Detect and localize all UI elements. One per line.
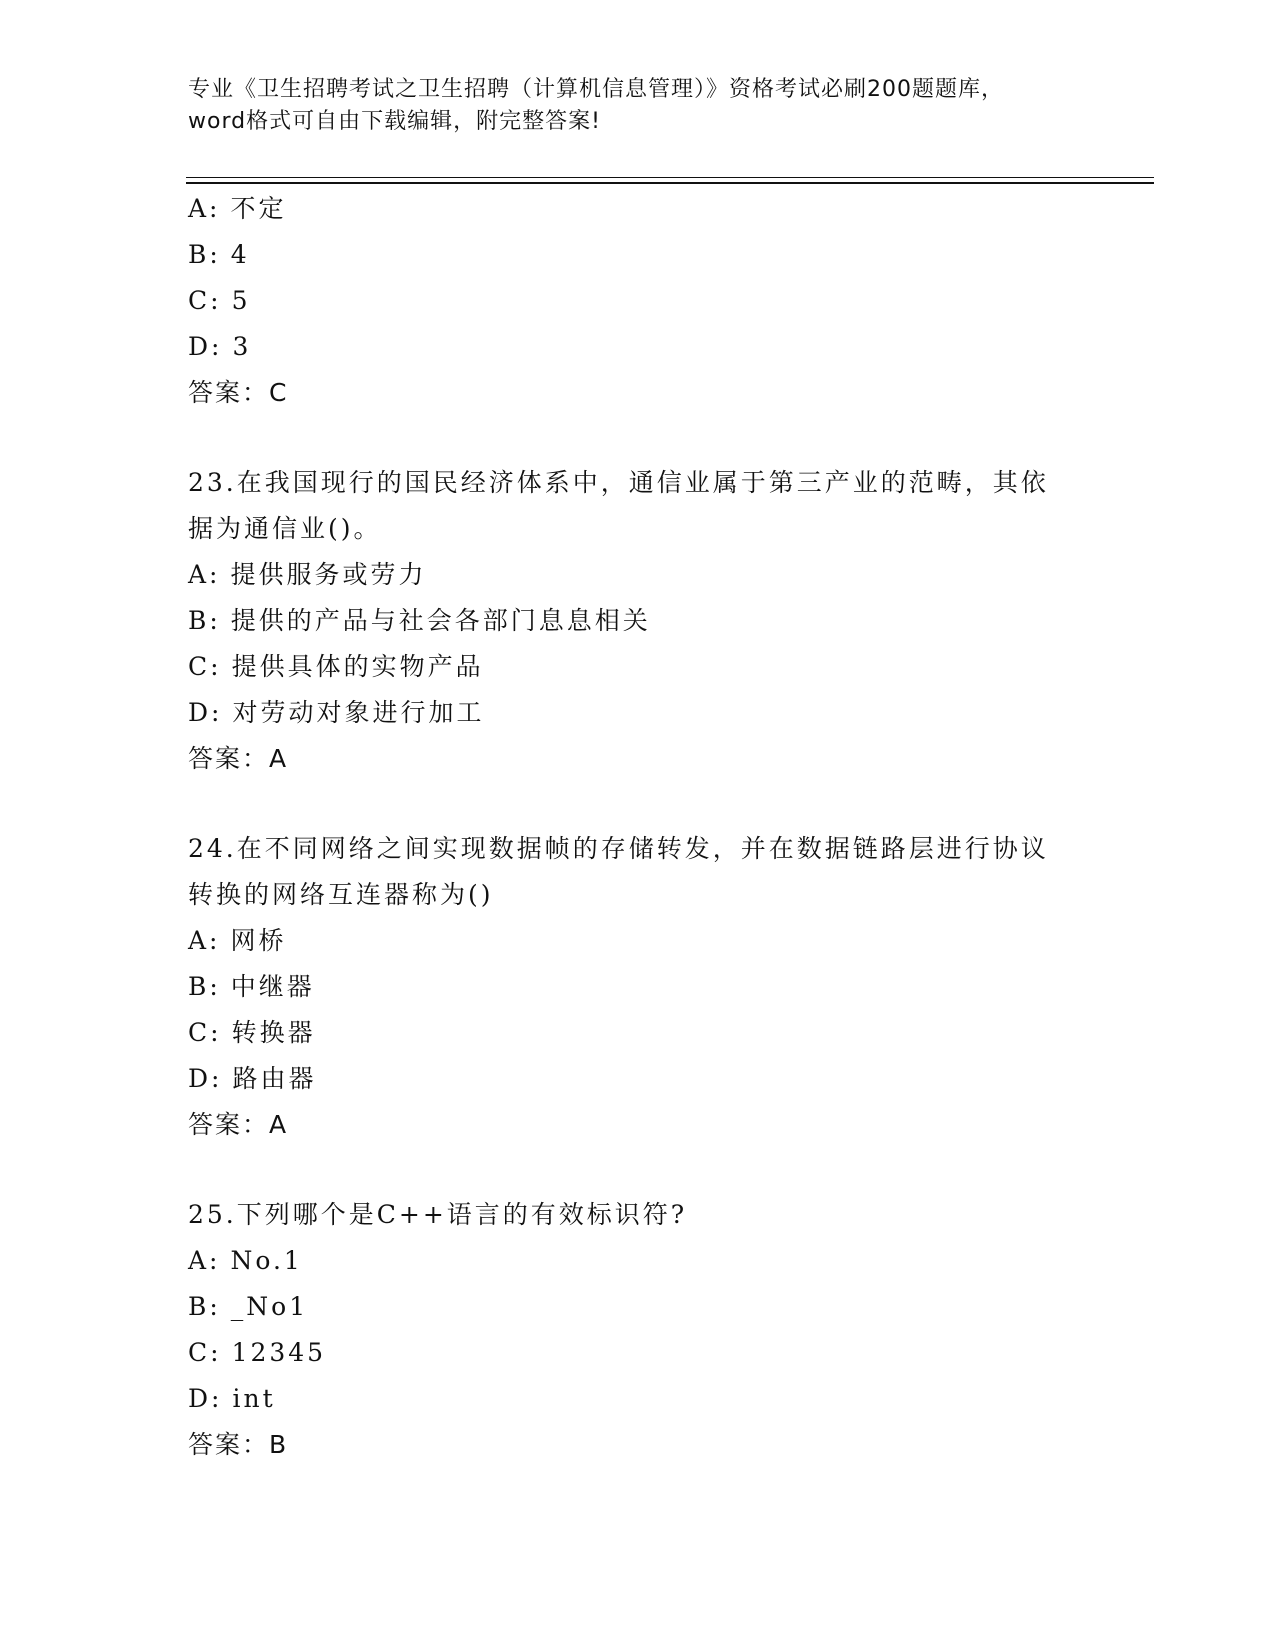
option-a: A: 提供服务或劳力	[188, 560, 427, 589]
header-line-2: word格式可自由下载编辑，附完整答案!	[188, 109, 601, 134]
option-b: B: _No1	[188, 1292, 309, 1321]
header-line-1: 专业《卫生招聘考试之卫生招聘（计算机信息管理）》资格考试必刷200题题库，	[188, 77, 1004, 102]
option-d: D: int	[188, 1384, 276, 1413]
answer: 答案：A	[188, 744, 289, 773]
question-text-cont: 据为通信业()。	[188, 514, 382, 543]
header-divider-thick	[186, 182, 1154, 184]
option-b: B: 中继器	[188, 972, 315, 1001]
option-b: B: 提供的产品与社会各部门息息相关	[188, 606, 651, 635]
option-c: C: 提供具体的实物产品	[188, 652, 484, 681]
question-text: 25.下列哪个是C++语言的有效标识符?	[188, 1200, 688, 1229]
answer: 答案：A	[188, 1110, 289, 1139]
page-header	[188, 74, 1088, 138]
option-c: C: 转换器	[188, 1018, 316, 1047]
option-b: B: 4	[188, 240, 250, 269]
header-divider-thin	[186, 177, 1154, 178]
question-block-prev	[188, 186, 1088, 416]
question-text-cont: 转换的网络互连器称为()	[188, 880, 494, 909]
question-text: 23.在我国现行的国民经济体系中，通信业属于第三产业的范畴，其依	[188, 468, 1049, 497]
option-a: A: No.1	[188, 1246, 303, 1275]
question-block-25	[188, 1192, 1088, 1468]
question-list	[188, 186, 1088, 1468]
question-block-24	[188, 826, 1088, 1148]
question-block-23	[188, 460, 1088, 782]
option-c: C: 12345	[188, 1338, 327, 1367]
option-d: D: 路由器	[188, 1064, 317, 1093]
option-a: A: 网桥	[188, 926, 287, 955]
option-c: C: 5	[188, 286, 251, 315]
option-a: A: 不定	[188, 194, 287, 223]
question-text: 24.在不同网络之间实现数据帧的存储转发，并在数据链路层进行协议	[188, 834, 1049, 863]
option-d: D: 对劳动对象进行加工	[188, 698, 485, 727]
answer: 答案：C	[188, 378, 289, 407]
option-d: D: 3	[188, 332, 252, 361]
answer: 答案：B	[188, 1430, 289, 1459]
